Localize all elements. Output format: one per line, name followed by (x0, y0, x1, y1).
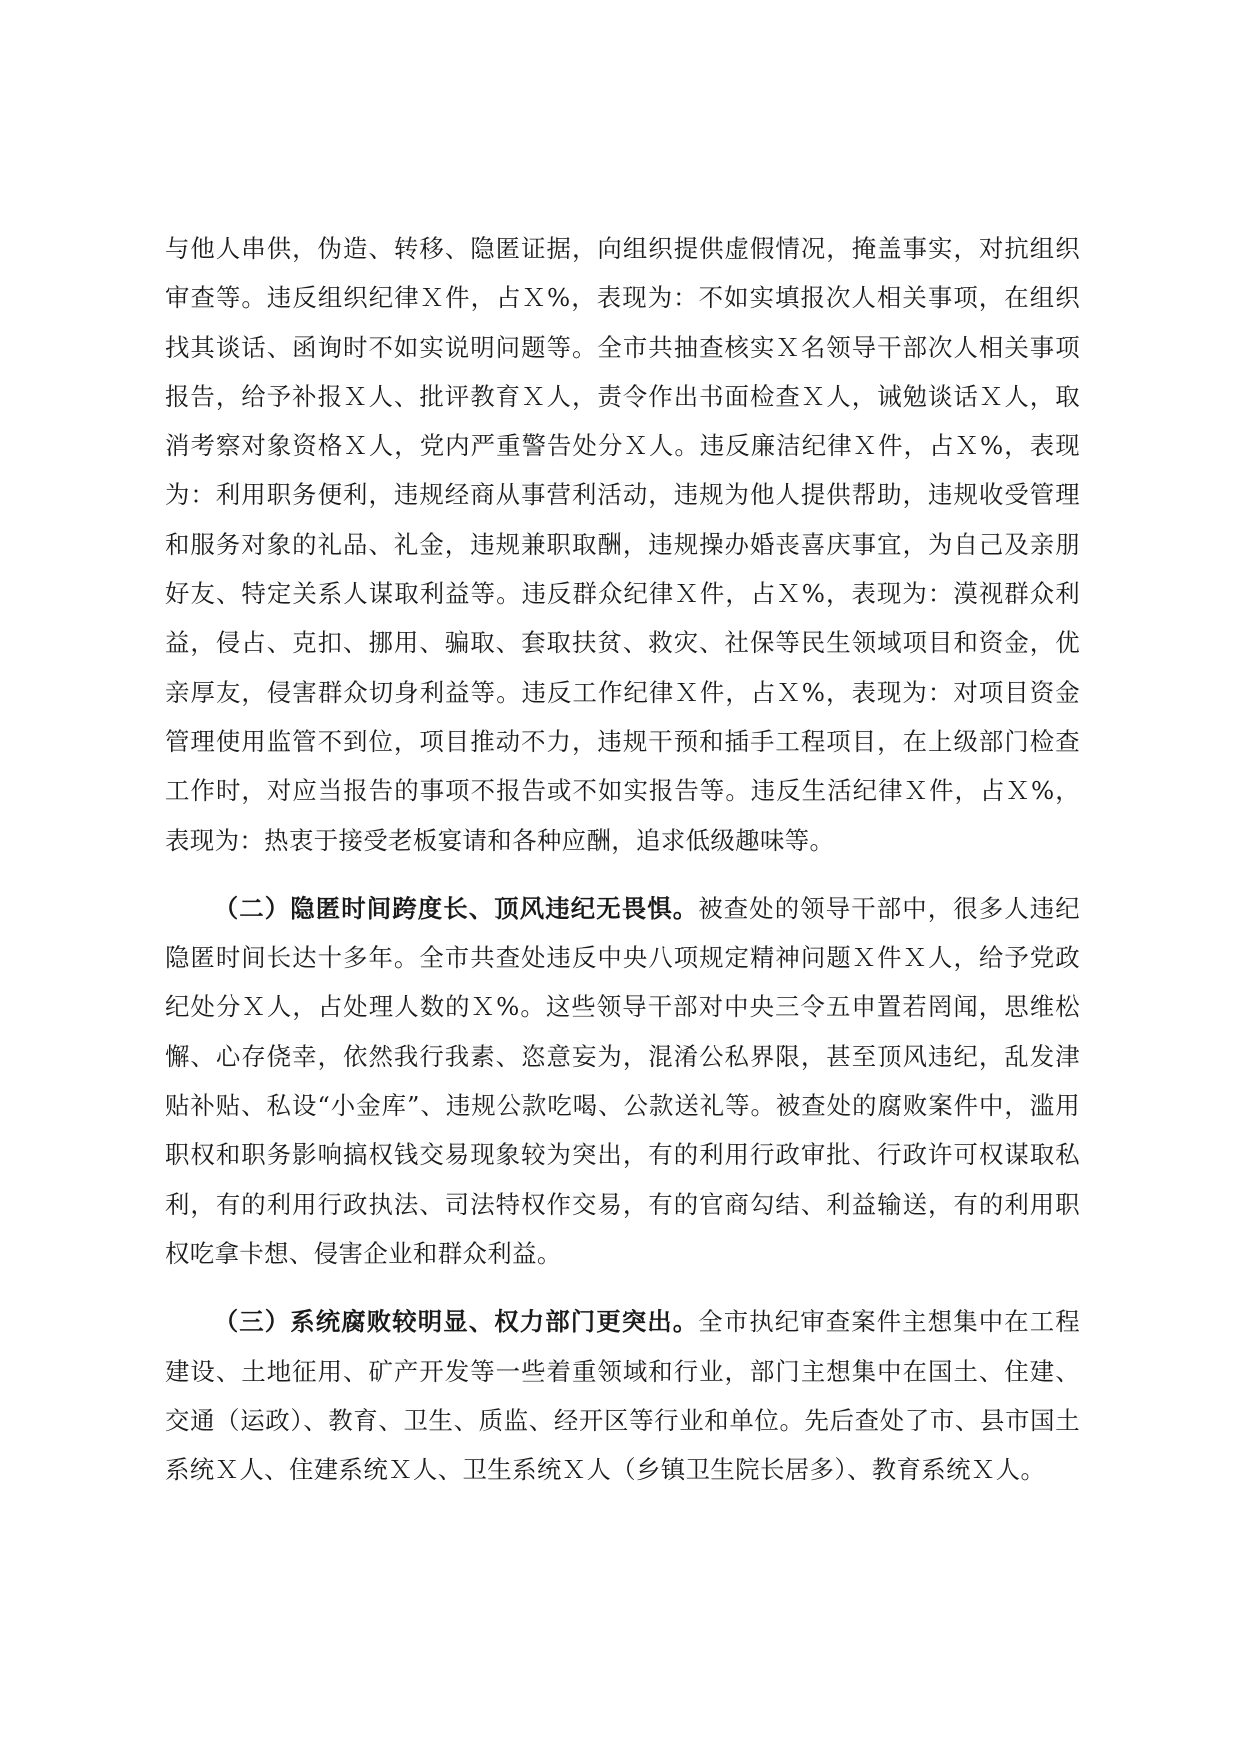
paragraph-continuation (165, 224, 1080, 865)
section-heading: （三）系统腐败较明显、权力部门更突出。 (213, 1307, 699, 1337)
paragraph-text: 被查处的领导干部中，很多人违纪隐匿时间长达十多年。全市共查处违反中央八项规定精神问题Ｘ件Ｘ人，给予党政纪处分Ｘ人，占处理人数的Ｘ%。这些领导干部对中央三令五申置若罔闻，思维松懈、心存侥幸，依然我行我素、恣意妄为，混淆公私界限，甚至顶风违纪，乱发津贴补贴、私设“小金库”、违规公款吃喝、公款送礼等。被查处的腐败案件中，滥用职权和职务影响搞权钱交易现象较为突出，有的利用行政审批、行政许可权谋取私利，有的利用行政执法、司法特权作交易，有的官商勾结、利益输送，有的利用职权吃拿卡想、侵害企业和群众利益。 (165, 893, 1080, 1268)
document-page (165, 224, 1080, 1494)
paragraph-text: 与他人串供，伪造、转移、隐匿证据，向组织提供虚假情况，掩盖事实，对抗组织审查等。违反组织纪律Ｘ件，占Ｘ%，表现为：不如实填报次人相关事项，在组织找其谈话、函询时不如实说明问题等。全市共抽查核实Ｘ名领导干部次人相关事项报告，给予补报Ｘ人、批评教育Ｘ人，责令作出书面检查Ｘ人，诫勉谈话Ｘ人，取消考察对象资格Ｘ人，党内严重警告处分Ｘ人。违反廉洁纪律Ｘ件，占Ｘ%，表现为：利用职务便利，违规经商从事营利活动，违规为他人提供帮助，违规收受管理和服务对象的礼品、礼金，违规兼职取酬，违规操办婚丧喜庆事宜，为自己及亲朋好友、特定关系人谋取利益等。违反群众纪律Ｘ件，占Ｘ%，表现为：漠视群众利益，侵占、克扣、挪用、骗取、套取扶贫、救灾、社保等民生领域项目和资金，优亲厚友，侵害群众切身利益等。违反工作纪律Ｘ件，占Ｘ%，表现为：对项目资金管理使用监管不到位，项目推动不力，违规干预和插手工程项目，在上级部门检查工作时，对应当报告的事项不报告或不如实报告等。违反生活纪律Ｘ件，占Ｘ%，表现为：热衷于接受老板宴请和各种应酬，追求低级趣味等。 (165, 234, 1080, 855)
paragraph-text: 全市执纪审查案件主想集中在工程建设、土地征用、矿产开发等一些着重领域和行业，部门主想集中在国土、住建、交通（运政）、教育、卫生、质监、经开区等行业和单位。先后查处了市、县市国土系统Ｘ人、住建系统Ｘ人、卫生系统Ｘ人（乡镇卫生院长居多）、教育系统Ｘ人。 (165, 1307, 1080, 1485)
paragraph-gap (165, 1278, 1080, 1297)
paragraph-gap (165, 865, 1080, 884)
section-heading: （二）隐匿时间跨度长、顶风违纪无畏惧。 (213, 893, 699, 923)
paragraph-section-3 (165, 1297, 1080, 1494)
paragraph-section-2 (165, 884, 1080, 1278)
